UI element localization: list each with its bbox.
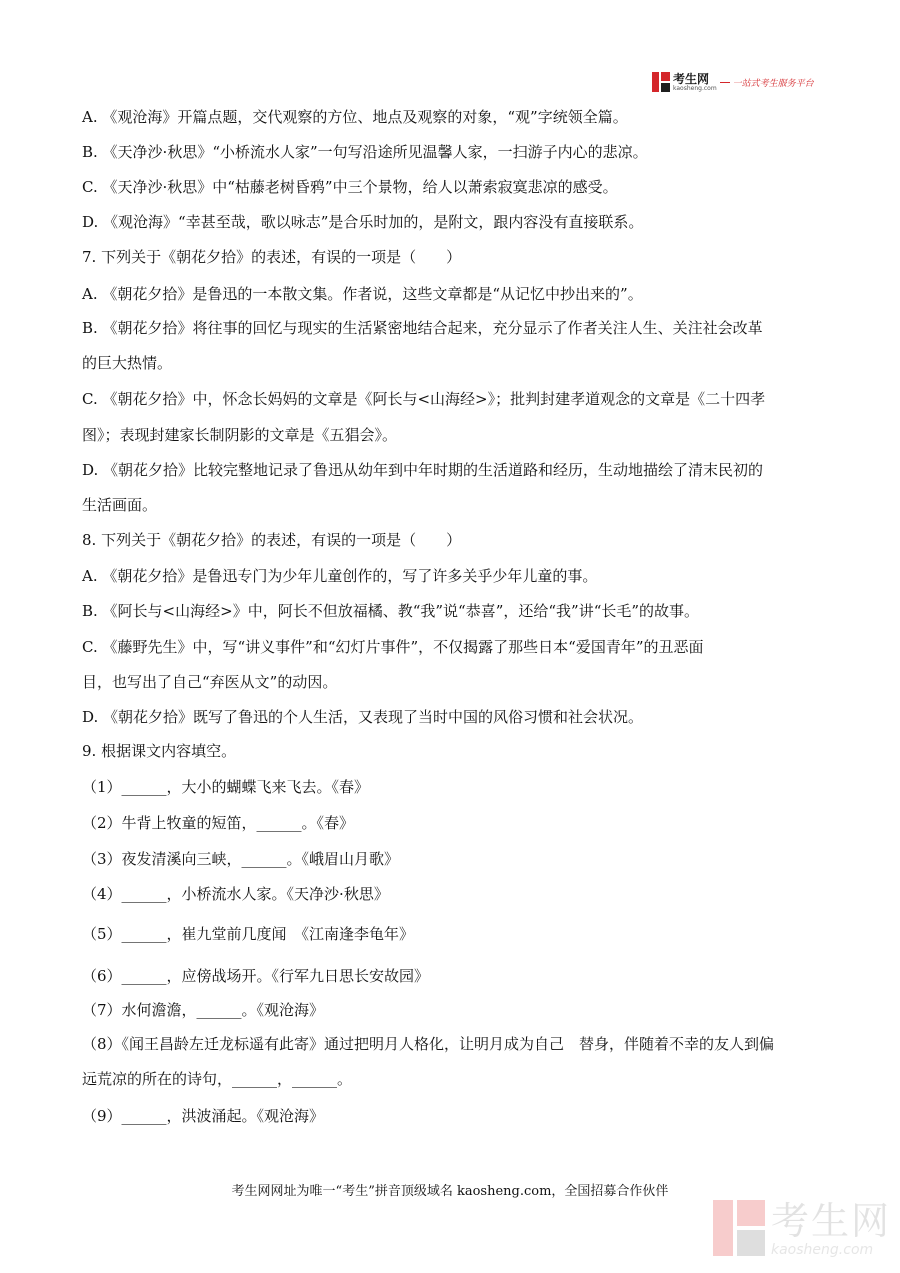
text-line: C. 《藤野先生》中，写“讲义事件”和“幻灯片事件”，不仅揭露了那些日本“爱国青年”的丑恶面 <box>82 638 704 656</box>
logo-divider <box>720 82 730 83</box>
fill-blank-item: （6）______，应傍战场开。《行军九日思长安故园》 <box>82 967 430 985</box>
watermark-name: 考生网 <box>771 1199 892 1243</box>
logo-name: 考生网 <box>673 71 710 86</box>
watermark-icon <box>713 1200 765 1256</box>
fill-blank-item: 远荒凉的所在的诗句，______，______。 <box>82 1070 353 1088</box>
text-line: D. 《观沧海》“幸甚至哉，歌以咏志”是合乐时加的，是附文，跟内容没有直接联系。 <box>82 213 644 231</box>
header-logo <box>652 70 814 94</box>
fill-blank-item: （7）水何澹澹，______。《观沧海》 <box>82 1001 325 1019</box>
text-line: D. 《朝花夕拾》比较完整地记录了鲁迅从幼年到中年时期的生活道路和经历，生动地描绘了清末民初的 <box>82 461 764 479</box>
fill-blank-item: （3）夜发清溪向三峡，______。《峨眉山月歌》 <box>82 850 400 868</box>
text-line: A. 《朝花夕拾》是鲁迅专门为少年儿童创作的，写了许多关乎少年儿童的事。 <box>82 567 598 585</box>
fill-blank-item: （9）______，洪波涌起。《观沧海》 <box>82 1107 325 1125</box>
question-7: 7. 下列关于《朝花夕拾》的表述，有误的一项是（ ） <box>82 248 462 266</box>
text-line: 图》；表现封建家长制阴影的文章是《五猖会》。 <box>82 426 398 444</box>
watermark-logo <box>713 1200 891 1258</box>
fill-blank-item: （4）______，小桥流水人家。《天净沙·秋思》 <box>82 885 389 903</box>
text-line: C. 《朝花夕拾》中，怀念长妈妈的文章是《阿长与<山海经>》；批判封建孝道观念的文章是《二十四孝 <box>82 390 766 408</box>
logo-slogan: 一站式考生服务平台 <box>732 78 814 89</box>
page-footer: 考生网网址为唯一“考生”拼音顶级域名 kaosheng.com，全国招募合作伙伴 <box>231 1184 669 1199</box>
logo-domain: kaosheng.com <box>673 84 717 92</box>
fill-blank-item: （8）《闻王昌龄左迁龙标遥有此寄》通过把明月人格化，让明月成为自己 替身，伴随着不幸的友人到偏 <box>82 1035 775 1053</box>
text-line: C. 《天净沙·秋思》中“枯藤老树昏鸦”中三个景物，给人以萧索寂寞悲凉的感受。 <box>82 178 618 196</box>
fill-blank-item: （1）______，大小的蝴蝶飞来飞去。《春》 <box>82 778 370 796</box>
logo-icon <box>652 72 670 92</box>
text-line: 目，也写出了自己“弃医从文”的动因。 <box>82 673 338 691</box>
text-line: D. 《朝花夕拾》既写了鲁迅的个人生活，又表现了当时中国的风俗习惯和社会状况。 <box>82 708 644 726</box>
question-9: 9. 根据课文内容填空。 <box>82 742 237 760</box>
text-line: A. 《朝花夕拾》是鲁迅的一本散文集。作者说，这些文章都是“从记忆中抄出来的”。 <box>82 285 643 303</box>
question-8: 8. 下列关于《朝花夕拾》的表述，有误的一项是（ ） <box>82 531 462 549</box>
text-line: B. 《阿长与<山海经>》中，阿长不但放福橘、教“我”说“恭喜”，还给“我”讲“长毛”的故事。 <box>82 602 700 620</box>
text-line: B. 《天净沙·秋思》“小桥流水人家”一句写沿途所见温馨人家，一扫游子内心的悲凉。 <box>82 143 648 161</box>
fill-blank-item: （2）牛背上牧童的短笛，______。《春》 <box>82 814 355 832</box>
text-line: 的巨大热情。 <box>82 354 173 372</box>
text-line: B. 《朝花夕拾》将往事的回忆与现实的生活紧密地结合起来，充分显示了作者关注人生、关注社会改革 <box>82 319 763 337</box>
fill-blank-item: （5）______，崔九堂前几度闻 《江南逢李龟年》 <box>82 925 415 943</box>
text-line: A. 《观沧海》开篇点题，交代观察的方位、地点及观察的对象，“观”字统领全篇。 <box>82 108 628 126</box>
text-line: 生活画面。 <box>82 496 158 514</box>
watermark-domain: kaosheng.com <box>771 1242 874 1258</box>
